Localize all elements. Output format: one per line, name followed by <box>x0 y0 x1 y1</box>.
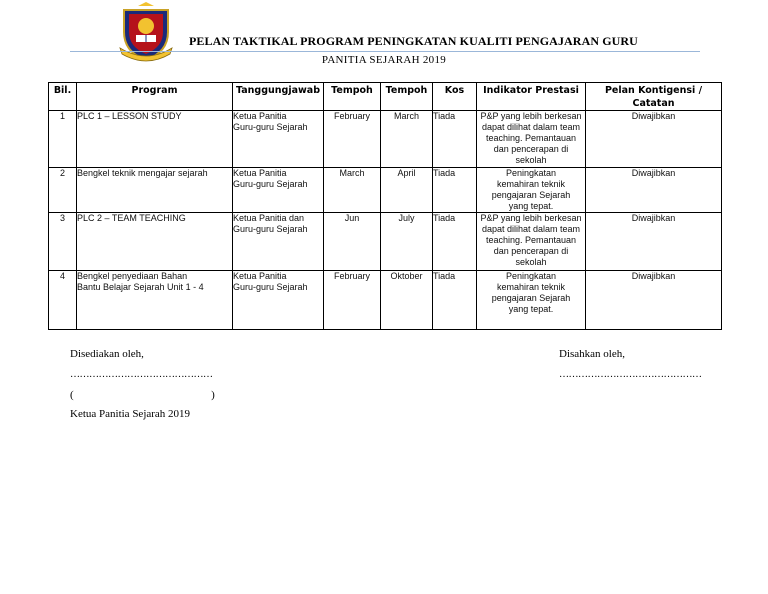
indicator-cell: P&P yang lebih berkesan dapat dilihat dalam team teaching. Pemantauan dan pencerapan di sekolah <box>477 213 586 271</box>
header-tempoh-start: Tempoh <box>324 83 381 111</box>
table-row <box>49 271 722 330</box>
header-indikator: Indikator Prestasi <box>477 83 586 111</box>
indicator-cell: P&P yang lebih berkesan dapat dilihat dalam team teaching. Pemantauan dan pencerapan di sekolah <box>477 111 586 168</box>
prepared-by-label: Disediakan oleh, <box>70 348 144 360</box>
table-header-row <box>49 83 722 111</box>
contingency-cell: Diwajibkan <box>586 213 722 271</box>
header-kos: Kos <box>433 83 477 111</box>
program-cell: PLC 2 – TEAM TEACHING <box>77 213 233 271</box>
header-tempoh-end: Tempoh <box>381 83 433 111</box>
cost-cell: Tiada <box>433 168 477 213</box>
indicator-cell: Peningkatan kemahiran teknik pengajaran Sejarah yang tepat. <box>477 271 586 330</box>
responsibility-cell: Ketua Panitia Guru-guru Sejarah <box>233 168 324 213</box>
header-bil: Bil. <box>49 83 77 111</box>
school-crest-icon <box>118 2 174 62</box>
document-subtitle: PANITIA SEJARAH 2019 <box>321 54 447 66</box>
indicator-cell: Peningkatan kemahiran teknik pengajaran Sejarah yang tepat. <box>477 168 586 213</box>
prepared-role: Ketua Panitia Sejarah 2019 <box>70 408 191 420</box>
responsibility-cell: Ketua Panitia dan Guru-guru Sejarah <box>233 213 324 271</box>
contingency-cell: Diwajibkan <box>586 271 722 330</box>
period-end-cell: April <box>381 168 433 213</box>
responsibility-cell: Ketua Panitia Guru-guru Sejarah <box>233 111 324 168</box>
program-cell: PLC 1 – LESSON STUDY <box>77 111 233 168</box>
row-number: 4 <box>49 271 77 330</box>
contingency-cell: Diwajibkan <box>586 111 722 168</box>
period-end-cell: March <box>381 111 433 168</box>
cost-cell: Tiada <box>433 213 477 271</box>
row-number: 2 <box>49 168 77 213</box>
table-row <box>49 111 722 168</box>
cost-cell: Tiada <box>433 111 477 168</box>
approved-by-label: Disahkan oleh, <box>559 348 625 360</box>
header-catatan: Pelan Kontigensi / Catatan <box>586 83 722 111</box>
plan-table <box>48 82 722 330</box>
responsibility-cell: Ketua Panitia Guru-guru Sejarah <box>233 271 324 330</box>
program-cell: Bengkel teknik mengajar sejarah <box>77 168 233 213</box>
period-end-cell: July <box>381 213 433 271</box>
contingency-cell: Diwajibkan <box>586 168 722 213</box>
row-number: 3 <box>49 213 77 271</box>
period-start-cell: February <box>324 111 381 168</box>
header-program: Program <box>77 83 233 111</box>
period-start-cell: March <box>324 168 381 213</box>
table-row <box>49 213 722 271</box>
cost-cell: Tiada <box>433 271 477 330</box>
prepared-name-placeholder: ( ) <box>70 389 215 401</box>
period-start-cell: Jun <box>324 213 381 271</box>
title-divider <box>70 51 700 52</box>
approved-signature-line: ……………………………………… <box>559 369 702 380</box>
header-tanggungjawab: Tanggungjawab <box>233 83 324 111</box>
row-number: 1 <box>49 111 77 168</box>
program-cell: Bengkel penyediaan Bahan Bantu Belajar Sejarah Unit 1 - 4 <box>77 271 233 330</box>
period-end-cell: Oktober <box>381 271 433 330</box>
table-row <box>49 168 722 213</box>
period-start-cell: February <box>324 271 381 330</box>
prepared-signature-line: ……………………………………… <box>70 369 213 380</box>
document-title: PELAN TAKTIKAL PROGRAM PENINGKATAN KUALITI PENGAJARAN GURU <box>189 34 638 48</box>
